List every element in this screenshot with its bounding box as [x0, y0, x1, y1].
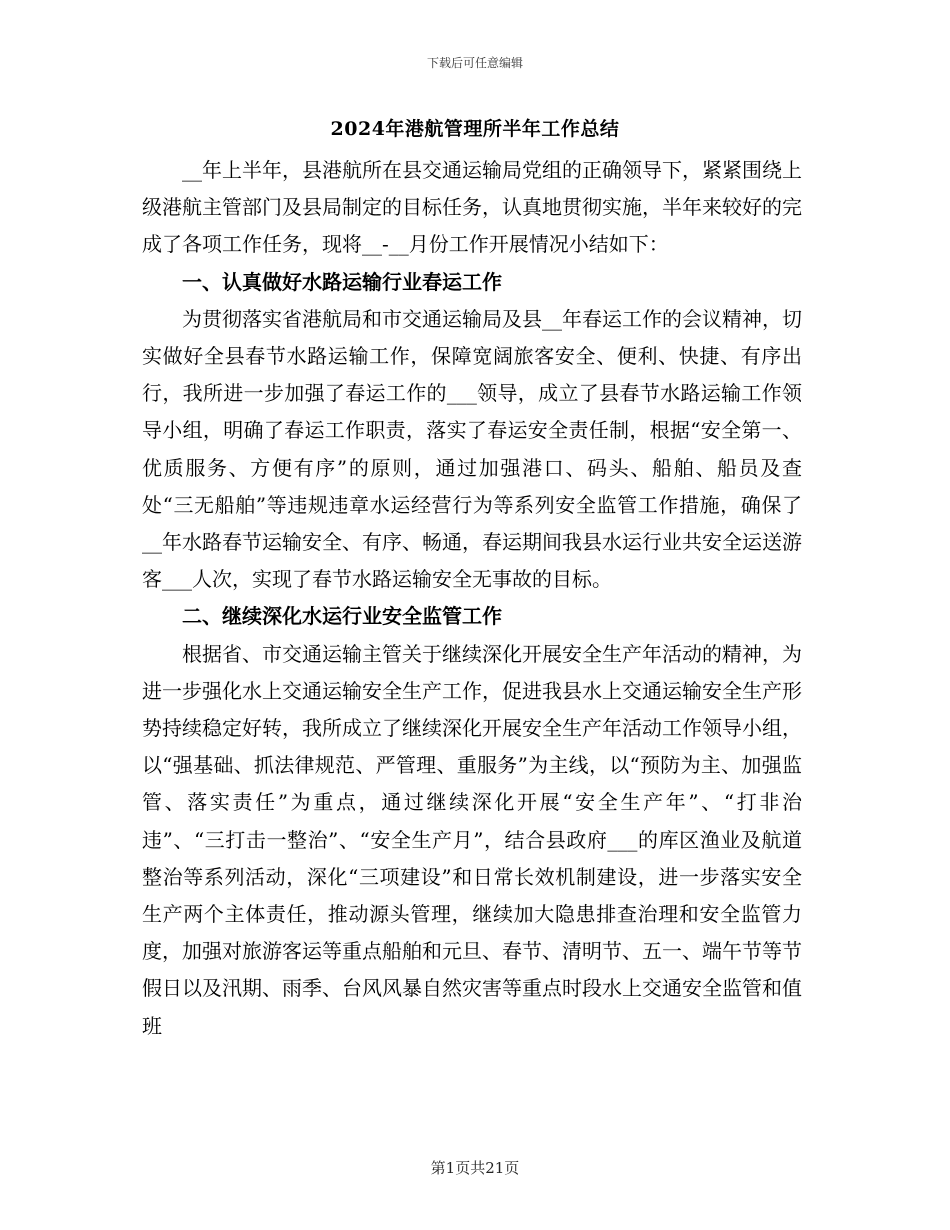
header-note: 下载后可任意编辑: [426, 56, 523, 70]
section-2-heading: 二、继续深化水运行业安全监管工作: [182, 604, 502, 629]
section-1-heading: 一、认真做好水路运输行业春运工作: [182, 269, 502, 294]
document-title: 2024年港航管理所半年工作总结: [330, 118, 620, 140]
section-1-paragraph: 为贯彻落实省港航局和市交通运输局及县__年春运工作的会议精神，切实做好全县春节水路运输工作，保障宽阔旅客安全、便利、快捷、有序出行，我所进一步加强了春运工作的___领导，成立了县春节水路运输工作领导小组，明确了春运工作职责，落实了春运安全责任制，根据“安全第一、优质服务、方便有序”的原则，通过加强港口、码头、船舶、船员及查处“三无船舶”等违规违章水运经营行为等系列安全监管工作措施，确保了__年水路春节运输安全、有序、畅通，春运期间我县水运行业共安全运送游客___人次，实现了春节水路运输安全无事故的目标。: [142, 306, 802, 592]
intro-paragraph: __年上半年，县港航所在县交通运输局党组的正确领导下，紧紧围绕上级港航主管部门及县局制定的目标任务，认真地贯彻实施，半年来较好的完成了各项工作任务，现将__-__月份工作开展情况小结如下：: [142, 158, 802, 257]
section-2-paragraph: 根据省、市交通运输主管关于继续深化开展安全生产年活动的精神，为进一步强化水上交通运输安全生产工作，促进我县水上交通运输安全生产形势持续稳定好转，我所成立了继续深化开展安全生产年活动工作领导小组，以“强基础、抓法律规范、严管理、重服务”为主线，以“预防为主、加强监管、落实责任”为重点，通过继续深化开展“安全生产年”、“打非治违”、“三打击一整治”、“安全生产月”，结合县政府___的库区渔业及航道整治等系列活动，深化“三项建设”和日常长效机制建设，进一步落实安全生产两个主体责任，推动源头管理，继续加大隐患排查治理和安全监管力度，加强对旅游客运等重点船舶和元旦、春节、清明节、五一、端午节等节假日以及汛期、雨季、台风风暴自然灾害等重点时段水上交通安全监管和值班: [142, 641, 802, 1038]
page-number: 第1页共21页: [430, 1159, 520, 1177]
document-body: [142, 152, 802, 1045]
